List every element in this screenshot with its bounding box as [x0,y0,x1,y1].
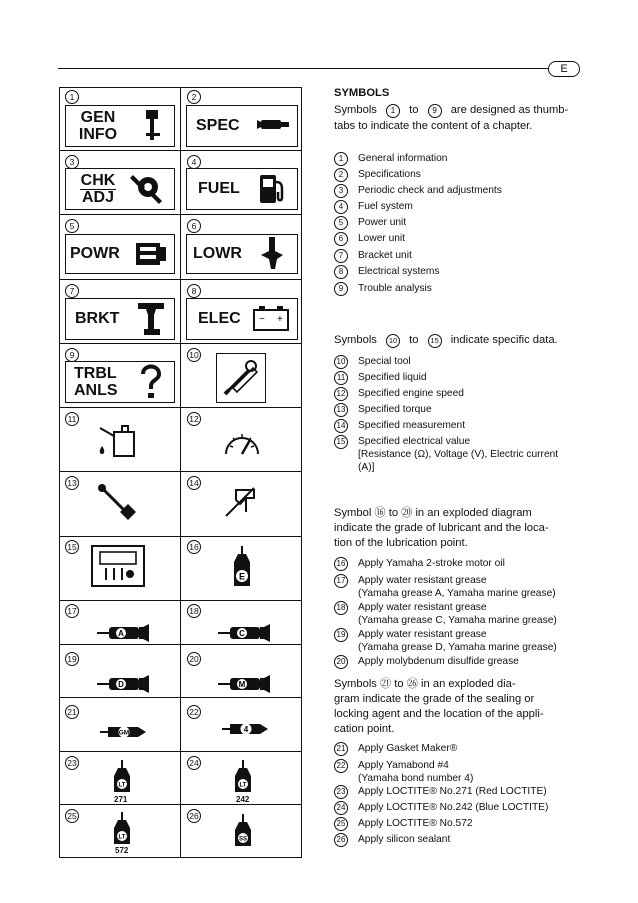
caliper-icon [216,480,264,526]
item-number: 9 [334,282,348,296]
item-number: 16 [334,557,348,571]
grid-row-line [59,471,302,472]
battery-minus: − [259,314,265,325]
fuel-pump-icon [257,172,287,206]
item-text: Apply LOCTITE® No.242 (Blue LOCTITE) [358,802,549,813]
oil-can-icon [94,420,138,460]
grade-tag: C [239,629,245,638]
intro-pre: Symbols [334,104,377,116]
grid-row-line [59,214,302,215]
question-mark-icon [138,364,164,400]
fuel-tab [186,168,298,210]
loctite-caption: 271 [114,795,128,804]
cell-number: 1 [65,90,79,104]
engine-icon [132,237,170,269]
item-text: Apply Yamaha 2-stroke motor oil [358,558,505,569]
intro-line-2: tabs to indicate the content of a chapter. [334,120,533,132]
item-number: 14 [334,419,348,433]
cell-number: 19 [65,652,79,666]
chk-adj-tab [65,168,175,210]
data-num-2: 15 [428,334,442,348]
grade-tag: LT [118,834,126,841]
seal-intro-line: gram indicate the grade of the sealing or [334,693,535,705]
item-number: 5 [334,216,348,230]
cell-number: 15 [65,540,79,554]
item-text: Apply LOCTITE® No.271 (Red LOCTITE) [358,786,547,797]
tachometer-icon [222,424,262,460]
item-number: 23 [334,785,348,799]
lube-intro-line: tion of the lubrication point. [334,537,468,549]
item-text: General information [358,153,448,164]
item-subtext: [Resistance (Ω), Voltage (V), Electric current [358,449,559,460]
cell-number: 17 [65,604,79,618]
item-number: 26 [334,833,348,847]
cell-number: 4 [187,155,201,169]
loctite-bottle-icon [111,810,133,846]
outboard-motor-icon [138,108,166,142]
cell-number: 5 [65,219,79,233]
item-text: Specified engine speed [358,388,464,399]
grade-tag: E [238,571,246,582]
seal-intro-line: cation point. [334,723,395,735]
cell-number: 10 [187,348,201,362]
item-text: Apply LOCTITE® No.572 [358,818,473,829]
item-text: Bracket unit [358,250,412,261]
item-number: 24 [334,801,348,815]
cell-number: 24 [187,756,201,770]
item-number: 21 [334,742,348,756]
item-text: Apply Yamabond #4 [358,760,449,771]
item-text: Lower unit [358,233,406,244]
cell-number: 2 [187,90,201,104]
loctite-caption: 572 [115,846,129,855]
intro-num-2: 9 [428,104,442,118]
item-number: 2 [334,168,348,182]
tab-label: ELEC [198,310,241,327]
item-subtext: (Yamaha grease C, Yamaha marine grease) [358,615,557,626]
grease-gun-icon [95,623,151,643]
grid-row-line [59,150,302,151]
item-number: 8 [334,265,348,279]
item-text: Apply molybdenum disulfide grease [358,656,519,667]
cell-number: 8 [187,284,201,298]
cell-number: 18 [187,604,201,618]
item-number: 1 [334,152,348,166]
grid-row-line [59,600,302,601]
spark-plug-icon [255,116,291,134]
item-number: 6 [334,232,348,246]
item-text: Fuel system [358,201,413,212]
elec-tab [186,298,298,340]
item-text: Specified torque [358,404,432,415]
spec-tab [186,105,298,147]
item-number: 13 [334,403,348,417]
item-number: 17 [334,574,348,588]
grid-row-line [59,804,302,805]
seal-intro-line: locking agent and the location of the appli- [334,708,544,720]
cell-number: 22 [187,705,201,719]
grade-tag: SS [238,836,248,843]
grade-tag: LT [239,782,247,789]
grease-gun-icon [216,623,272,643]
trbl-anls-tab [65,361,175,403]
cell-number: 25 [65,809,79,823]
data-mid: to [409,334,419,346]
header-rule [58,68,548,69]
item-number: 19 [334,628,348,642]
silicon-bottle-icon [232,812,254,848]
torque-wrench-icon [96,482,140,526]
data-intro [334,333,558,348]
grade-tag: D [118,680,124,689]
item-text: Power unit [358,217,407,228]
item-text: Specified measurement [358,420,466,431]
grid-row-line [59,279,302,280]
bracket-icon [134,301,168,337]
item-number: 10 [334,355,348,369]
item-subtext: (Yamaha grease A, Yamaha marine grease) [358,588,556,599]
cell-number: 7 [65,284,79,298]
cell-number: 12 [187,412,201,426]
item-subtext: (Yamaha bond number 4) [358,773,474,784]
grease-gun-icon [95,674,151,694]
grade-tag: M [238,680,246,689]
intro-line-1 [334,103,578,118]
tab-label: POWR [70,245,120,262]
page-badge: E [548,61,580,77]
tab-label: FUEL [198,180,240,197]
item-number: 20 [334,655,348,669]
cell-number: 26 [187,809,201,823]
data-pre: Symbols [334,334,377,346]
battery-plus: + [277,314,283,325]
brkt-tab [65,298,175,340]
item-text: Specified electrical value [358,436,471,447]
item-text: Specified liquid [358,372,427,383]
item-text: Electrical systems [358,266,440,277]
tab-label: SPEC [196,117,240,134]
item-number: 7 [334,249,348,263]
item-number: 11 [334,371,348,385]
grade-tag: GM [118,729,130,737]
intro-post: are designed as thumb- [450,104,569,116]
grade-tag: A [118,629,124,638]
item-text: Apply water resistant grease [358,602,487,613]
seal-intro-line: Symbols ㉑ to ㉖ in an exploded dia- [334,678,516,690]
cell-number: 21 [65,705,79,719]
lube-intro-line: indicate the grade of lubricant and the loca- [334,522,549,534]
item-text: Periodic check and adjustments [358,185,502,196]
item-number: 3 [334,184,348,198]
lowr-tab [186,234,298,274]
cell-number: 3 [65,155,79,169]
item-number: 12 [334,387,348,401]
cell-number: 11 [65,412,79,426]
grade-tag: 4 [243,725,249,734]
tab-label: BRKT [75,310,120,327]
symbols-heading: SYMBOLS [334,87,390,99]
item-text: Apply water resistant grease [358,629,487,640]
cell-number: 20 [187,652,201,666]
oil-bottle-icon [230,544,254,590]
cell-number: 13 [65,476,79,490]
label-divider [80,189,116,190]
tab-label: TRBL ANLS [74,365,118,399]
cell-number: 6 [187,219,201,233]
intro-mid: to [409,104,419,116]
wrench-gear-icon [130,171,166,205]
data-num-1: 10 [386,334,400,348]
item-subtext: (A)] [358,462,375,473]
battery-icon [251,303,291,333]
item-text: Apply silicon sealant [358,834,451,845]
grid-row-line [59,697,302,698]
item-number: 25 [334,817,348,831]
item-text: Apply water resistant grease [358,575,487,586]
propeller-icon [255,235,287,271]
tab-label: LOWR [193,245,242,262]
grid-row-line [59,407,302,408]
loctite-bottle-icon [232,758,254,794]
item-number: 22 [334,759,348,773]
sealant-tube-icon [220,720,270,738]
special-tool-icon [219,356,263,400]
item-number: 18 [334,601,348,615]
loctite-bottle-icon [111,758,133,794]
loctite-caption: 242 [236,795,250,804]
special-tool-symbol [216,353,266,403]
grid-row-line [59,343,302,344]
lube-intro-line: Symbol ⑯ to ⑳ in an exploded diagram [334,507,532,519]
powr-tab [65,234,175,274]
data-post: indicate specific data. [450,334,558,346]
grid-row-line [59,644,302,645]
item-text: Trouble analysis [358,283,432,294]
cell-number: 23 [65,756,79,770]
grade-tag: LT [118,782,126,789]
grid-row-line [59,751,302,752]
sealant-tube-icon [98,723,148,741]
item-text: Special tool [358,356,411,367]
item-subtext: (Yamaha grease D, Yamaha marine grease) [358,642,557,653]
multimeter-icon [90,544,146,588]
cell-number: 16 [187,540,201,554]
cell-number: 9 [65,348,79,362]
grid-divider [180,87,181,858]
item-text: Apply Gasket Maker® [358,743,458,754]
grease-gun-icon [216,674,272,694]
item-text: Specifications [358,169,421,180]
cell-number: 14 [187,476,201,490]
tab-label: CHK ADJ [80,172,116,206]
grid-row-line [59,536,302,537]
gen-info-tab [65,105,175,147]
tab-label: GEN INFO [78,109,118,143]
item-number: 4 [334,200,348,214]
item-number: 15 [334,435,348,449]
intro-num-1: 1 [386,104,400,118]
